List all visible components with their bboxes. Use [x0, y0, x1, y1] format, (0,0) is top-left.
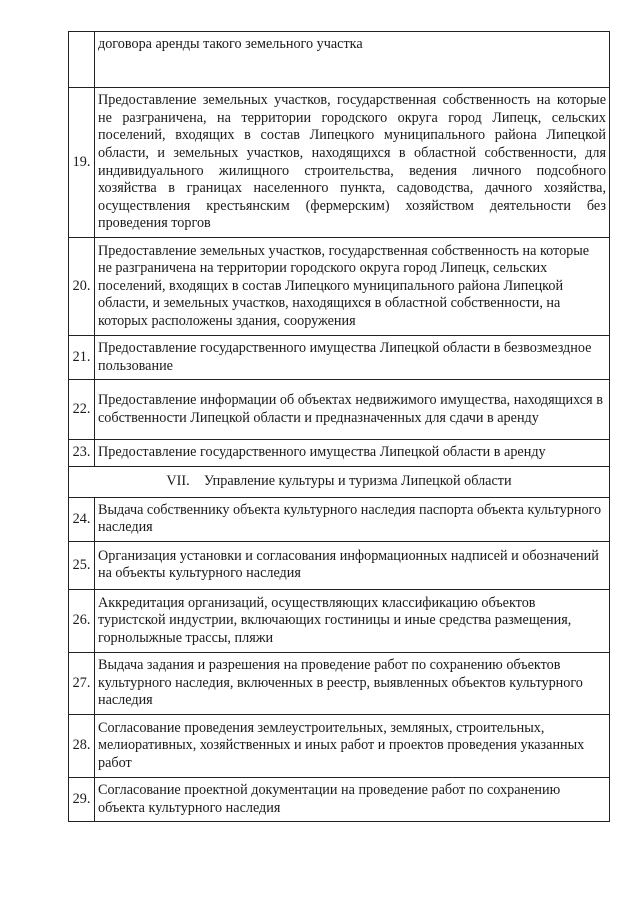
row-text: Аккредитация организаций, осуществляющих классификацию объектов туристской индустрии, включающих гостиницы и иные средства размещения, горнолыжные трассы, пляжи — [95, 589, 610, 652]
row-number: 23. — [69, 440, 95, 467]
table-row — [69, 380, 610, 440]
row-number: 25. — [69, 541, 95, 589]
table-row — [69, 88, 610, 238]
row-number: 27. — [69, 652, 95, 714]
row-number: 26. — [69, 589, 95, 652]
row-text: Организация установки и согласования информационных надписей и обозначений на объекты культурного наследия — [95, 541, 610, 589]
table-row — [69, 777, 610, 821]
row-number: 29. — [69, 777, 95, 821]
row-text: Предоставление земельных участков, государственная собственность на которые не разграничена, на территории городского округа город Липецк, сельских поселений, входящих в состав Липецкого муниципального района Липецкой области, и земельных участков, находящихся в областной собственности, для индивидуального жилищного строительства, ведения личного подсобного хозяйства в границах населенного пункта, садоводства, дачного хозяйства, осуществления крестьянским (фермерским) хозяйством деятельности без проведения торгов — [95, 88, 610, 238]
table-row — [69, 714, 610, 777]
table-row — [69, 238, 610, 336]
row-text: Выдача собственнику объекта культурного наследия паспорта объекта культурного наследия — [95, 497, 610, 541]
table-row — [69, 541, 610, 589]
row-text: Предоставление государственного имущества Липецкой области в безвозмездное пользование — [95, 336, 610, 380]
table-row — [69, 589, 610, 652]
row-text: Согласование проектной документации на проведение работ по сохранению объекта культурного наследия — [95, 777, 610, 821]
row-text: Выдача задания и разрешения на проведение работ по сохранению объектов культурного наследия, включенных в реестр, выявленных объектов культурного наследия — [95, 652, 610, 714]
row-continuation-text: договора аренды такого земельного участка — [98, 36, 363, 52]
row-number: 28. — [69, 714, 95, 777]
row-number: 24. — [69, 497, 95, 541]
table-row — [69, 336, 610, 380]
row-text-cell — [95, 32, 610, 88]
row-number: 20. — [69, 238, 95, 336]
row-number: 22. — [69, 380, 95, 440]
section-header-row — [69, 466, 610, 497]
table-row — [69, 440, 610, 467]
row-number: 19. — [69, 88, 95, 238]
row-text: Предоставление информации об объектах недвижимого имущества, находящихся в собственности Липецкой области и предназначенных для сдачи в аренду — [95, 380, 610, 440]
section-title: VII. Управление культуры и туризма Липецкой области — [69, 466, 610, 497]
table-row — [69, 497, 610, 541]
row-number: 21. — [69, 336, 95, 380]
services-table — [68, 31, 610, 822]
row-text: Предоставление государственного имущества Липецкой области в аренду — [95, 440, 610, 467]
row-text: Предоставление земельных участков, государственная собственность на которые не разграничена на территории городского округа город Липецк, сельских поселений, входящих в состав Липецкого муниципального района Липецкой области, и земельных участков, находящихся в областной собственности, на которых расположены здания, сооружения — [95, 238, 610, 336]
table-row — [69, 652, 610, 714]
row-number-cell — [69, 32, 95, 88]
table-row — [69, 32, 610, 88]
row-text: Согласование проведения землеустроительных, земляных, строительных, мелиоративных, хозяйственных и иных работ и проектов проведения указанных работ — [95, 714, 610, 777]
